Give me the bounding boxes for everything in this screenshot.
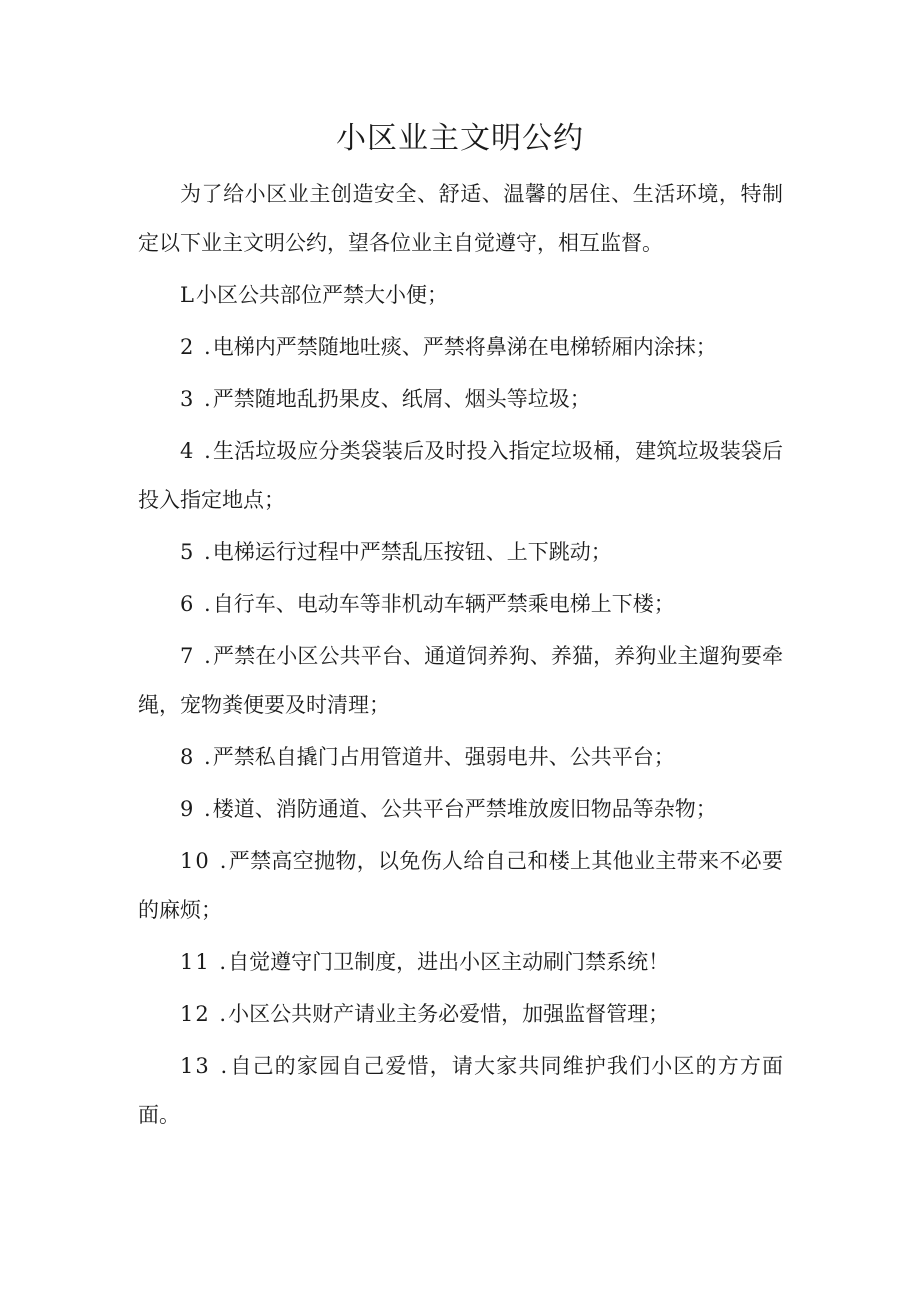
item-text: 自行车、电动车等非机动车辆严禁乘电梯上下楼； bbox=[212, 592, 675, 616]
item-text: 自觉遵守门卫制度，进出小区主动刷门禁系统！ bbox=[228, 950, 670, 974]
item-number: 11 . bbox=[180, 950, 229, 974]
item-text: 小区公共部位严禁大小便； bbox=[195, 283, 448, 307]
list-item bbox=[138, 271, 783, 320]
item-number: 8 . bbox=[180, 745, 213, 769]
page-title: 小区业主文明公约 bbox=[336, 121, 584, 156]
item-number: L bbox=[180, 283, 196, 307]
list-item bbox=[138, 528, 783, 577]
item-text: 楼道、消防通道、公共平台严禁堆放废旧物品等杂物； bbox=[212, 797, 717, 821]
list-item bbox=[138, 375, 783, 424]
list-item bbox=[138, 785, 783, 834]
item-number: 6 . bbox=[180, 592, 213, 616]
list-item bbox=[138, 580, 783, 629]
item-number: 5 . bbox=[180, 540, 213, 564]
item-text: 电梯运行过程中严禁乱压按钮、上下跳动； bbox=[212, 540, 612, 564]
item-number: 13 . bbox=[180, 1054, 230, 1078]
item-text: 严禁私自撬门占用管道井、强弱电井、公共平台； bbox=[212, 745, 675, 769]
item-text: 严禁在小区公共平台、通道饲养狗、养猫，养狗业主遛狗要牵绳，宠物粪便要及时清理； bbox=[138, 644, 784, 717]
item-text: 电梯内严禁随地吐痰、严禁将鼻涕在电梯轿厢内涂抹； bbox=[212, 335, 717, 359]
item-text: 小区公共财产请业主务必爱惜，加强监督管理； bbox=[228, 1002, 670, 1026]
item-number: 7 . bbox=[180, 644, 213, 668]
list-item bbox=[138, 1042, 783, 1140]
list-item bbox=[138, 632, 783, 730]
item-number: 4 . bbox=[180, 439, 213, 463]
document-body bbox=[138, 170, 783, 1143]
item-number: 10 . bbox=[180, 849, 229, 873]
item-text: 生活垃圾应分类袋装后及时投入指定垃圾桶，建筑垃圾装袋后投入指定地点； bbox=[138, 439, 784, 512]
list-item bbox=[138, 733, 783, 782]
item-number: 3 . bbox=[180, 387, 213, 411]
item-text: 严禁高空抛物，以免伤人给自己和楼上其他业主带来不必要的麻烦； bbox=[138, 849, 783, 922]
item-text: 严禁随地乱扔果皮、纸屑、烟头等垃圾； bbox=[212, 387, 591, 411]
list-item bbox=[138, 938, 783, 987]
list-item bbox=[138, 427, 783, 525]
list-item bbox=[138, 837, 783, 935]
list-item bbox=[138, 323, 783, 372]
item-number: 9 . bbox=[180, 797, 213, 821]
item-number: 12 . bbox=[180, 1002, 229, 1026]
list-item bbox=[138, 990, 783, 1039]
item-text: 自己的家园自己爱惜，请大家共同维护我们小区的方方面面。 bbox=[138, 1054, 784, 1127]
item-number: 2 . bbox=[180, 335, 213, 359]
intro-paragraph: 为了给小区业主创造安全、舒适、温馨的居住、生活环境，特制定以下业主文明公约，望各位业主自觉遵守，相互监督。 bbox=[138, 182, 783, 255]
